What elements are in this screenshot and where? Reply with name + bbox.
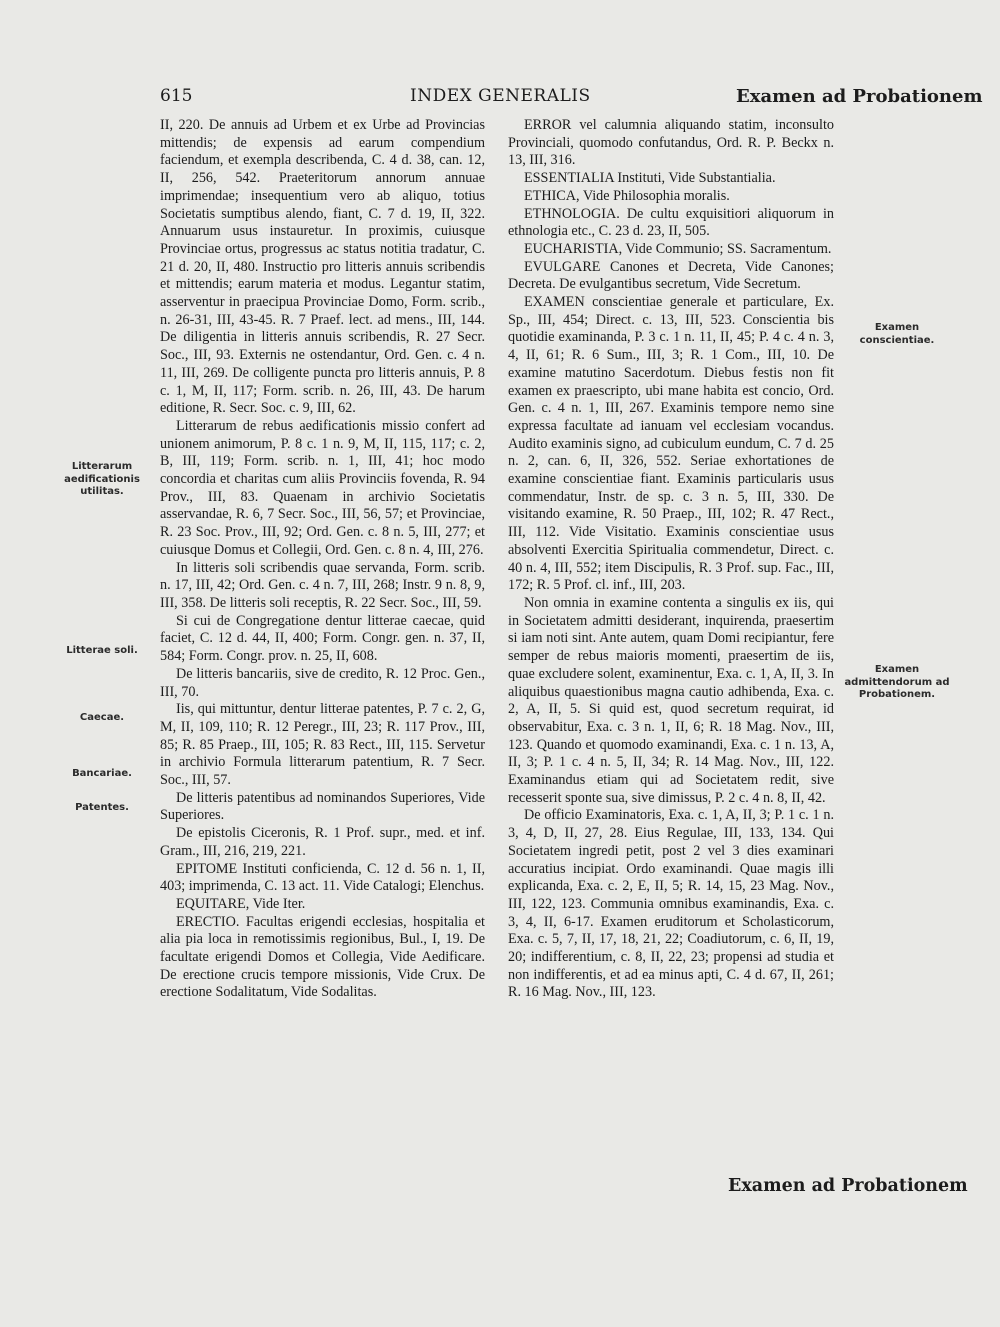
margin-note-examen-admittendorum: Examen admittendorum ad Probationem. xyxy=(844,664,950,700)
margin-note-caecae: Caecae. xyxy=(79,712,125,723)
entry-litterarum-aedificationis: Litterarum de rebus aedificationis missio confert ad unionem animorum, P. 8 c. 1 n. 9, M, II, 115, 117; c. 2, B, III, 119; Form. scrib. n. 1, III, 41; hoc modo concordia et charitas cum aliis Provinciis fovenda, R. 94 Prov., III, 83. Quaenam in archivio Societatis asservandae, R. 6, 7 Secr. Soc., III, 56, 57; et Provinciae, R. 23 Soc. Prov., III, 92; Ord. Gen. c. 8 n. 5, III, 277; et cuiusque Domus et Collegii, Ord. Gen. c. 8 n. 4, III, 276. xyxy=(160,417,485,558)
entry-litterae-annuae: II, 220. De annuis ad Urbem et ex Urbe ad Provincias mittendis; de expensis ad earum compendium faciendum, et exempla describenda, C. 4 d. 38, can. 12, II, 256, 542. Praeteritorum annorum annuae imprimendae; insequentium vero ab aliquo, totius Societatis sumptibus alendo, fiant, C. 7 d. 19, II, 322. Annuarum usus instauretur. In proximis, cuiusque Provinciae ortus, progressus ac status notitia tradatur, C. 21 d. 20, II, 480. Instructio pro litteris annuis scribendis et mittendis; earum materia et modus. Legantur statim, asserventur in praecipua Provinciae Domo, Form. scrib., n. 26-31, III, 43-45. R. 7 Praef. lect. ad mens., III, 144. De diligentia in litteris annuis scribendis, R. 27 Secr. Soc., III, 93. Externis ne ostendantur, Ord. Gen. c. 4 n. 11, III, 269. De colligente puncta pro litteris annuis, P. 8 c. 1, M, II, 117; Form. scrib. n. 26, III, 43. De harum editione, R. Secr. Soc. c. 9, III, 62. xyxy=(160,117,485,417)
page-number: 615 xyxy=(160,86,193,106)
entry-essentialia: ESSENTIALIA Instituti, Vide Substantialia. xyxy=(524,170,776,187)
margin-note-bancariae: Bancariae. xyxy=(72,768,132,779)
margin-note-soli: Litterae soli. xyxy=(66,645,138,656)
entry-ethica: ETHICA, Vide Philosophia moralis. xyxy=(524,187,730,204)
entry-epitome: EPITOME Instituti conficienda, C. 12 d. 56 n. 1, II, 403; imprimenda, C. 13 act. 11. Vide Catalogi; Elenchus. xyxy=(160,860,485,895)
entry-eucharistia: EUCHARISTIA, Vide Communio; SS. Sacramentum. xyxy=(524,240,832,257)
entry-evulgare: EVULGARE Canones et Decreta, Vide Canones; Decreta. De evulgantibus secretum, Vide Secretum. xyxy=(508,258,834,293)
entry-equitare: EQUITARE, Vide Iter. xyxy=(176,895,306,912)
catchline: Examen ad Probationem xyxy=(728,1176,968,1196)
entry-epistolae-ciceronis: De epistolis Ciceronis, R. 1 Prof. supr., med. et inf. Gram., III, 216, 219, 221. xyxy=(160,825,485,859)
entry-litterae-patentes: Iis, qui mittuntur, dentur litterae patentes, P. 7 c. 2, G, M, II, 109, 110; R. 12 Peregr., III, 23; R. 117 Prov., III, 85; R. 85 Praep., III, 105; R. 83 Rect., III, 115. Servetur in archivio Formula litterarum patentium, R. 7 Secr. Soc., III, 57. xyxy=(160,701,485,789)
entry-erectio: ERECTIO. Facultas erigendi ecclesias, hospitalia et alia pia loca in remotissimis regionibus, Bul., I, 19. De facultate erigendi Domos et Collegia, Vide Aedificare. De erectione crucis tempore missionis, Vide Crux. De erectione Sodalitatum, Vide Sodalitas. xyxy=(160,913,485,1001)
entry-ethnologia: ETHNOLOGIA. De cultu exquisitiori aliquorum in ethnologia etc., C. 23 d. 23, II, 505. xyxy=(508,205,834,240)
entry-litterae-caecae: Si cui de Congregatione dentur litterae caecae, quid faciet, C. 12 d. 44, II, 400; Form. Congr. gen. n. 37, II, 584; Form. Congr. prov. n. 25, II, 608. xyxy=(160,612,485,665)
page-title: INDEX GENERALIS xyxy=(410,86,591,106)
entry-error: ERROR vel calumnia aliquando statim, inconsulto Provinciali, quomodo confutandus, Ord. R. P. Beckx n. 13, III, 316. xyxy=(508,117,834,169)
entry-litterae-bancariae: De litteris bancariis, sive de credito, R. 12 Proc. Gen., III, 70. xyxy=(160,665,485,700)
margin-note-examen-conscientiae: Examen conscientiae. xyxy=(859,322,935,346)
entry-litterae-soli: In litteris soli scribendis quae servanda, Form. scrib. n. 17, III, 42; Ord. Gen. c. 4 n. 7, III, 268; Instr. 9 n. 8, 9, III, 358. De litteris soli receptis, R. 22 Secr. Soc., III, 59. xyxy=(160,559,485,611)
margin-note-patentes: Patentes. xyxy=(75,802,129,813)
margin-note-litterarum: Litterarum aedificationis utilitas. xyxy=(64,461,140,497)
running-head: Examen ad Probationem xyxy=(736,86,983,107)
entry-examinator: De officio Examinatoris, Exa. c. 1, A, II, 3; P. 1 c. 1 n. 3, 4, D, II, 27, 28. Eius Regulae, III, 133, 134. Qui Societatem ingredi petit, post 2 vel 3 dies examinari accuratius incipiat. Ordo examinandi. Quae magis illi explicanda, Exa. c. 2, E, II, 5; R. 14, 15, 23 Mag. Nov., III, 122, 123. Communia omnibus examinandis, Exa. c. 3, 4, II, 6-17. Examen eruditorum et Scholasticorum, Exa. c. 5, 7, II, 17, 18, 21, 22; Coadiutorum, c. 6, II, 19, 20; indifferentium, c. 8, II, 22, 23; propensi ad studia et non indifferentis, et ad ea minus apti, C. 4 d. 67, II, 261; R. 16 Mag. Nov., III, 123. xyxy=(508,807,834,1001)
right-column xyxy=(508,117,834,1002)
entry-patentes-superiores: De litteris patentibus ad nominandos Superiores, Vide Superiores. xyxy=(160,789,485,824)
entry-examen-admittendorum: Non omnia in examine contenta a singulis ex iis, qui in Societatem admitti desiderant, inquirenda, praesertim si iam noti sint. Ante autem, quam Domi recipiantur, fere semper de rebus maioris momenti, praesertim de iis, quae excludere solent, examinentur, Exa. c. 1, A, II, 3. In aliquibus quaestionibus magna cautio adhibenda, Exa. c. 2, A, II, 5. Si quid est, quod secretum requirat, id observabitur, Exa. c. 3 n. 1, II, 6; R. 18 Mag. Nov., III, 123. Quando et quomodo examinandi, Exa. c. 1 n. 13, A, II, 3; P. 1 c. 4 n. 5, II, 34; R. 14 Mag. Nov., III, 122. Examinandus etiam qui ad Societatem redit, sive recesserit sponte sua, sive dimissus, P. 2 c. 4 n. 8, II, 42. xyxy=(508,594,834,806)
entry-examen-conscientiae: EXAMEN conscientiae generale et particulare, Ex. Sp., III, 454; Direct. c. 13, III, 523. Conscientia bis quotidie examinanda, P. 3 c. 1 n. 11, II, 45; P. 4 c. 4 n. 3, 4, II, 61; R. 6 Sum., III, 3; R. 1 Com., III, 10. De examine matutino Sacerdotum. Diebus festis non fit examen ex praescripto, ubi mane habita est concio, Ord. Gen. c. 4 n. 1, III, 267. Examinis tempore nemo sine expressa facultate ad ianuam vel ecclesiam vocandus. Audito examinis signo, ad cubiculum eundum, C. 7 d. 25 n. 2, can. 6, II, 326, 552. Seriae exhortationes de examine conscientiae fiant. Examinis particularis usus commendatur, Instr. de sp. c. 3 n. 5, III, 330. De visitando examine, R. 50 Praep., III, 102; R. 47 Rect., III, 112. Vide Visitatio. Examinis conscientiae usus absolventi Exercitia Spiritualia commendetur, Direct. c. 40 n. 4, III, 552; item Discipulis, R. 3 Prof. sup. Fac., III, 172; R. 5 Prof. cl. inf., III, 203. xyxy=(508,294,834,594)
left-column xyxy=(160,117,485,1002)
